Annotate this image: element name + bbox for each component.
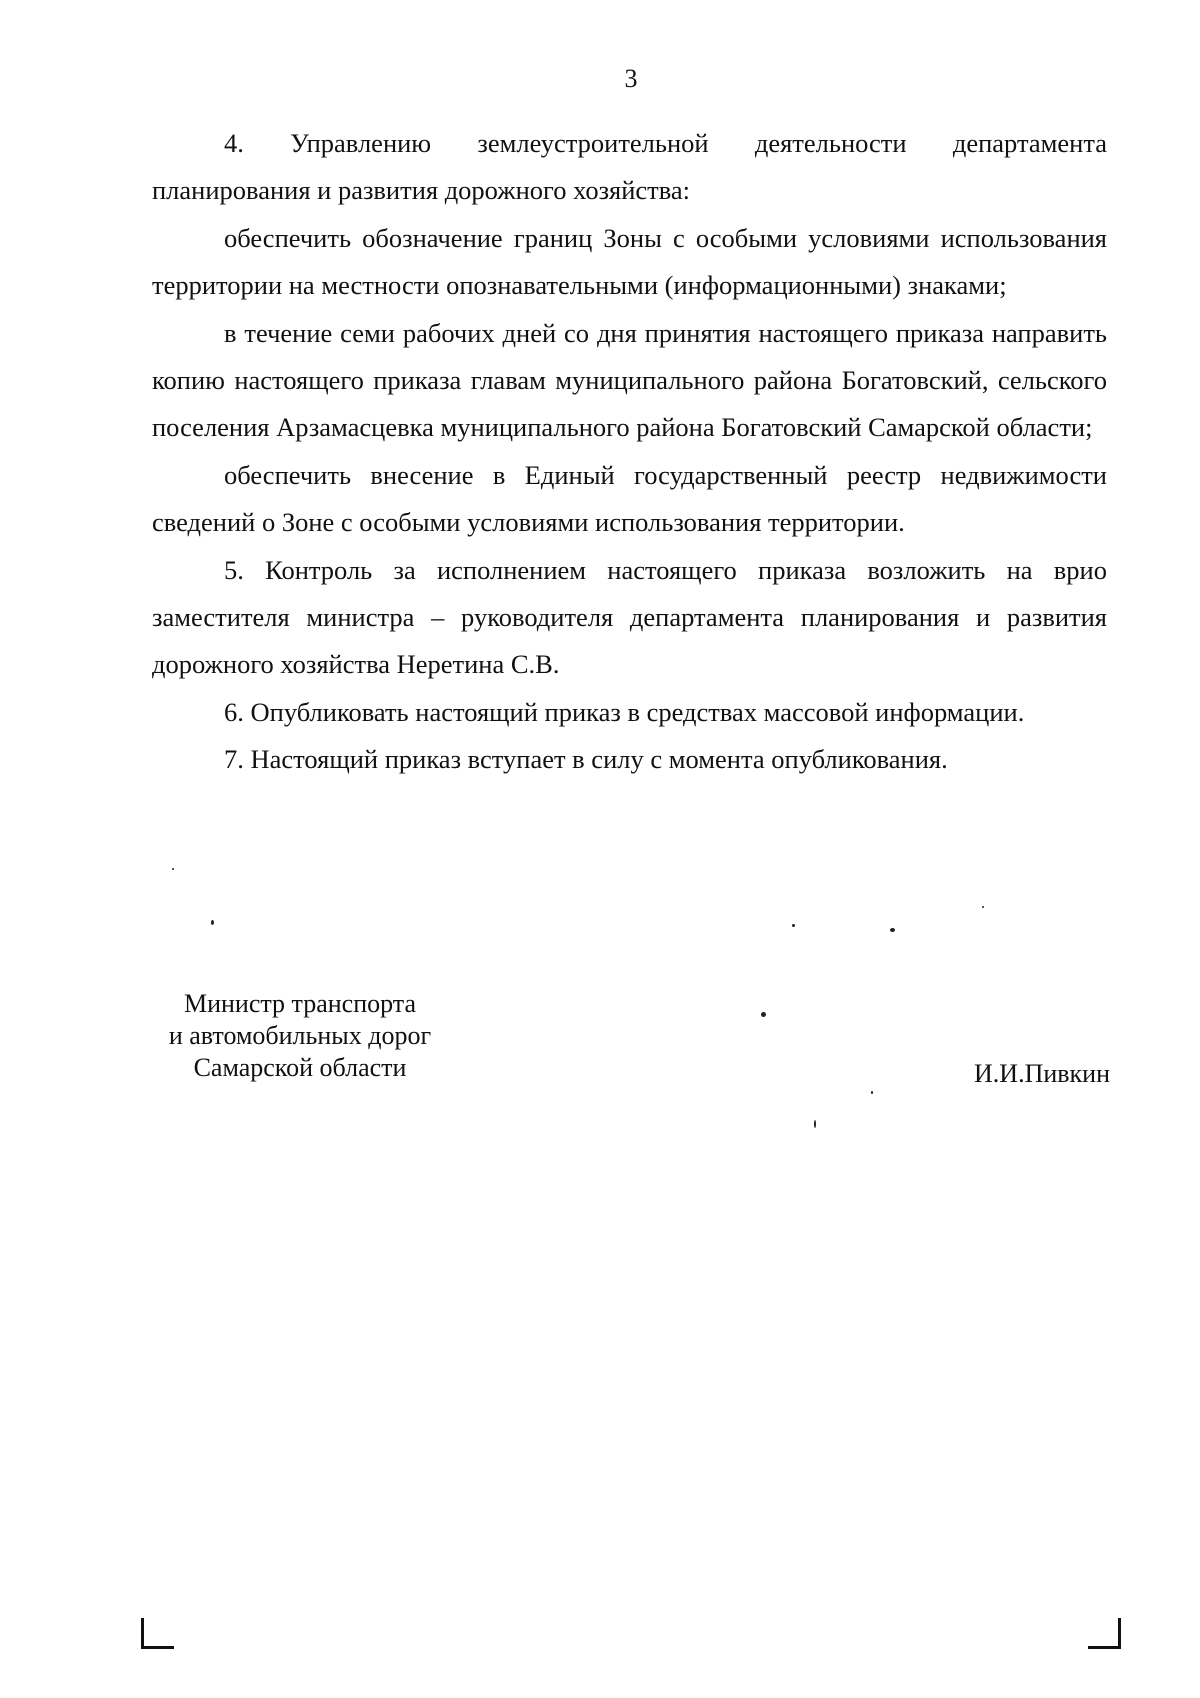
scan-speck xyxy=(871,1091,873,1094)
paragraph-item-4: 4. Управлению землеустроительной деятельности департамента планирования и развития дорожного хозяйства: xyxy=(152,128,1107,206)
document-body xyxy=(152,120,1107,784)
scan-speck xyxy=(792,924,795,927)
paragraph-item-5: 5. Контроль за исполнением настоящего приказа возложить на врио заместителя министра – руководителя департамента планирования и развития дорожного хозяйства Неретина С.В. xyxy=(152,554,1107,680)
paragraph-send-copy: в течение семи рабочих дней со дня принятия настоящего приказа направить копию настоящего приказа главам муниципального района Богатовский, сельского поселения Арзамасцевка муниципального района Богатовский Самарской области; xyxy=(152,317,1107,443)
signatory-name: И.И.Пивкин xyxy=(974,1059,1110,1088)
paragraph-ensure-marking: обеспечить обозначение границ Зоны с особыми условиями использования территории на местности опознавательными (информационными) знаками; xyxy=(152,222,1107,301)
scan-speck xyxy=(211,920,214,925)
scan-speck xyxy=(814,1120,816,1128)
signatory-position xyxy=(150,988,450,1084)
scan-speck xyxy=(982,906,984,908)
scan-corner-mark-right xyxy=(1088,1618,1121,1649)
signatory-position-line: Самарской области xyxy=(193,1053,407,1082)
paragraph-item-6: 6. Опубликовать настоящий приказ в средствах массовой информации. xyxy=(224,696,1025,727)
scan-speck xyxy=(761,1012,766,1017)
scan-speck xyxy=(172,868,174,870)
page-number: 3 xyxy=(624,64,638,93)
scan-speck xyxy=(890,928,895,932)
paragraph-item-7: 7. Настоящий приказ вступает в силу с момента опубликования. xyxy=(224,744,948,775)
signatory-position-line: и автомобильных дорог xyxy=(168,1021,432,1050)
signatory-position-line: Министр транспорта xyxy=(183,989,417,1018)
scan-corner-mark-left xyxy=(141,1618,174,1649)
paragraph-registry-entry: обеспечить внесение в Единый государственный реестр недвижимости сведений о Зоне с особыми условиями использования территории. xyxy=(152,459,1107,538)
